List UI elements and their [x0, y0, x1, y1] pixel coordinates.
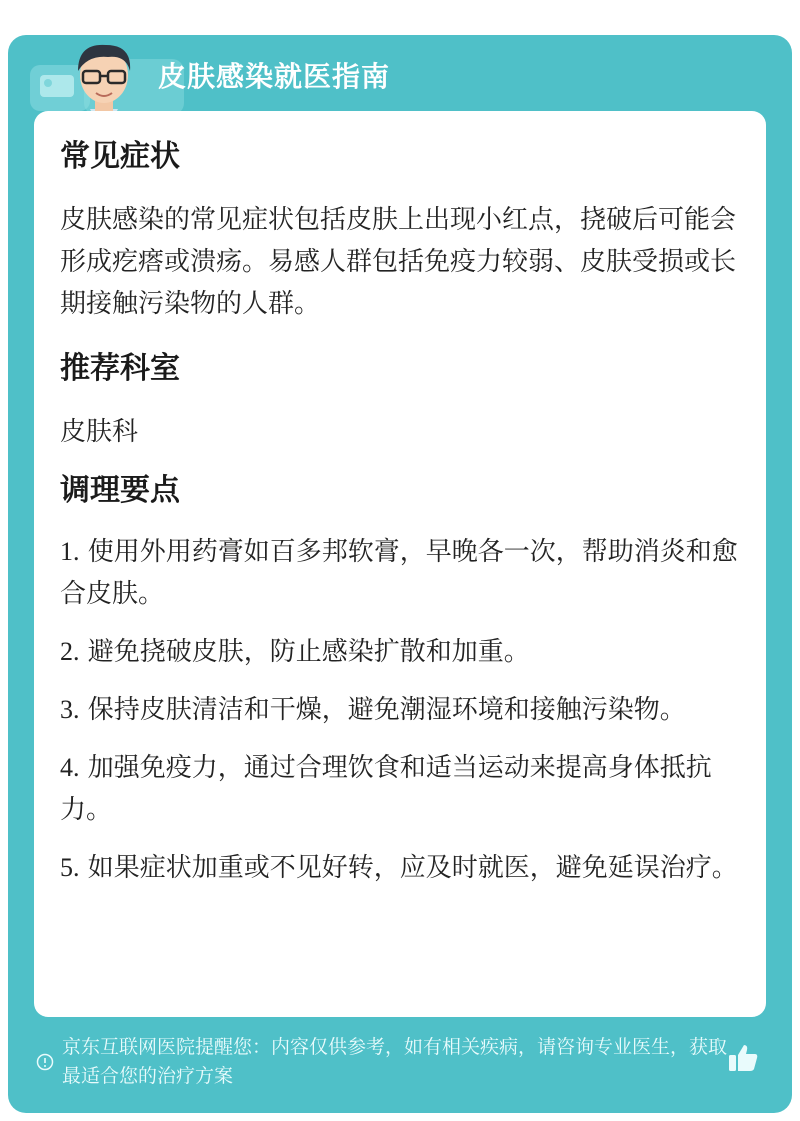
list-item: [60, 689, 740, 731]
footer-disclaimer: 京东互联网医院提醒您：内容仅供参考，如有相关疾病，请咨询专业医生，获取最适合您的治疗方案: [62, 1036, 728, 1087]
content-card: [34, 111, 766, 1017]
list-item-number: 1.: [60, 537, 80, 566]
list-item: [60, 847, 740, 889]
care-title: 调理要点: [60, 473, 180, 508]
page-title: 皮肤感染就医指南: [158, 60, 391, 93]
list-item-number: 5.: [60, 853, 80, 882]
list-item: [60, 747, 740, 831]
department-title: 推荐科室: [60, 351, 180, 386]
list-item-number: 2.: [60, 637, 80, 666]
list-item-text: 保持皮肤清洁和干燥，避免潮湿环境和接触污染物。: [87, 695, 686, 725]
list-item-text: 如果症状加重或不见好转，应及时就医，避免延误治疗。: [87, 853, 738, 883]
list-item-number: 4.: [60, 753, 80, 782]
thumbs-up-icon[interactable]: [726, 1041, 760, 1075]
list-item-text: 加强免疫力，通过合理饮食和适当运动来提高身体抵抗力。: [60, 753, 712, 825]
list-item: [60, 531, 740, 615]
symptoms-title: 常见症状: [60, 139, 180, 174]
list-item: [60, 631, 740, 673]
list-item-text: 使用外用药膏如百多邦软膏，早晚各一次，帮助消炎和愈合皮肤。: [60, 537, 738, 609]
care-list: [60, 531, 740, 905]
list-item-text: 避免挠破皮肤，防止感染扩散和加重。: [87, 637, 530, 667]
info-icon: [36, 1053, 54, 1071]
list-item-number: 3.: [60, 695, 80, 724]
symptoms-text: 皮肤感染的常见症状包括皮肤上出现小红点，挠破后可能会形成疙瘩或溃疡。易感人群包括免疫力较弱、皮肤受损或长期接触污染物的人群。: [60, 205, 737, 319]
department-text: 皮肤科: [60, 417, 139, 447]
guide-frame: [8, 35, 792, 1113]
